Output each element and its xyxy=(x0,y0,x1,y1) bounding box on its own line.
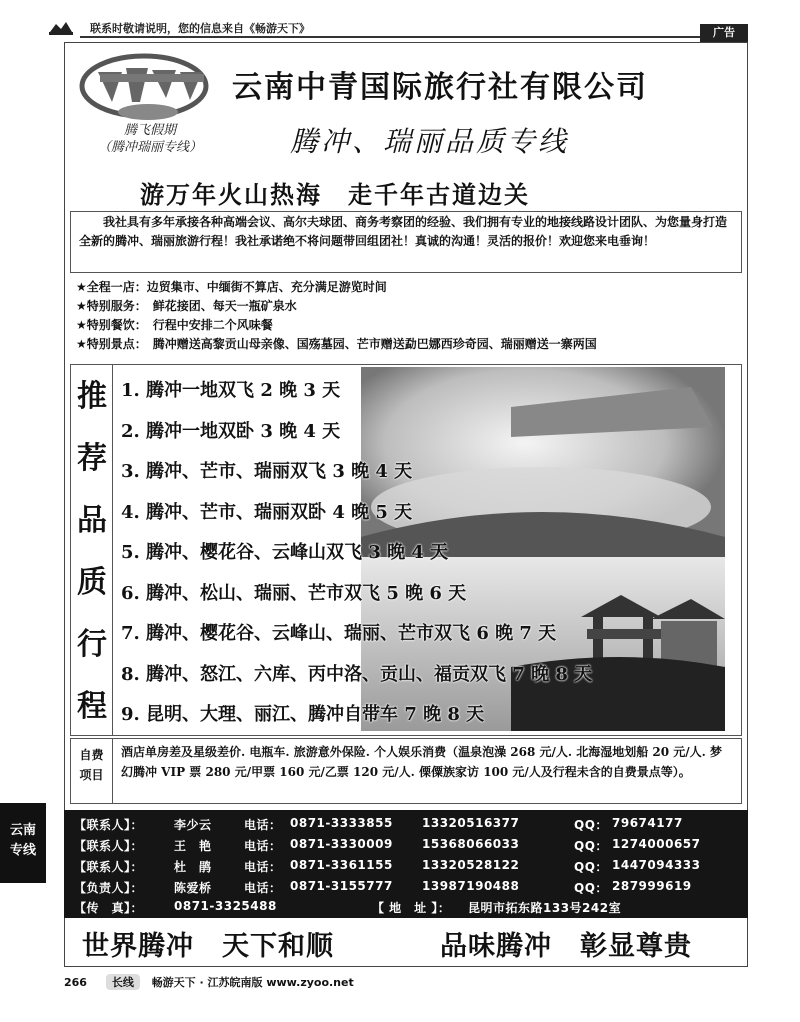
ad-badge: 广告 xyxy=(700,24,748,42)
route-item: 3. 腾冲、芒市、瑞丽双飞 3 晚 4 天 xyxy=(121,461,413,482)
magazine-logo-icon xyxy=(48,18,74,36)
route-item: 5. 腾冲、樱花谷、云峰山双飞 3 晚 4 天 xyxy=(121,542,449,563)
feature-item: ★特别服务： 鲜花接团、每天一瓶矿泉水 xyxy=(76,299,297,313)
footer-text: 畅游天下 · 江苏皖南版 www.zyoo.net xyxy=(151,976,354,989)
route-item: 7. 腾冲、樱花谷、云峰山、瑞丽、芒市双飞 6 晚 7 天 xyxy=(121,623,557,644)
reco-label-char: 程 xyxy=(77,689,107,724)
contact-name: 陈爱桥 xyxy=(174,881,212,895)
company-logo-icon xyxy=(78,50,218,125)
self-paid-section xyxy=(70,738,742,804)
feature-item: ★特别餐饮： 行程中安排二个风味餐 xyxy=(76,318,273,332)
header-divider xyxy=(80,36,700,38)
contact-role: 【负责人】： xyxy=(74,881,144,895)
fax-value: 0871-3325488 xyxy=(174,899,277,913)
contact-name: 王 艳 xyxy=(174,839,212,853)
contact-name: 李少云 xyxy=(174,818,212,832)
reco-label-char: 质 xyxy=(77,565,107,600)
contact-qq-label: QQ： xyxy=(574,860,608,874)
self-paid-label xyxy=(71,739,113,803)
reco-label-char: 推 xyxy=(77,379,107,414)
contact-role: 【联系人】： xyxy=(74,860,144,874)
contact-role: 【联系人】： xyxy=(74,839,144,853)
contact-qq-label: QQ： xyxy=(574,881,608,895)
contact-qq-label: QQ： xyxy=(574,839,608,853)
contact-mobile: 13320516377 xyxy=(422,816,520,830)
route-list xyxy=(121,371,741,736)
route-item: 9. 昆明、大理、丽江、腾冲自带车 7 晚 8 天 xyxy=(121,704,485,725)
bottom-slogan-left: 世界腾冲 天下和顺 xyxy=(82,931,334,962)
reco-label xyxy=(71,365,113,735)
sub-brand-name: 腾飞假期 xyxy=(123,123,176,138)
address-value: 昆明市拓东路133号242室 xyxy=(468,901,622,915)
address-label: 【 地 址 】： xyxy=(372,901,451,915)
contact-panel xyxy=(64,810,748,918)
source-note: 联系时敬请说明，您的信息来自《畅游天下》 xyxy=(90,22,310,35)
contact-qq: 79674177 xyxy=(612,816,683,830)
contact-mobile: 13987190488 xyxy=(422,879,520,893)
intro-text: 我社具有多年承接各种高端会议、高尔夫球团、商务考察团的经验、我们拥有专业的地接线路设计团队、为您量身打造全新的腾冲、瑞丽旅游行程！我社承诺绝不将问题带回组团社！真诚的沟通！灵活的报价！欢迎您来电垂询！ xyxy=(79,215,728,248)
reco-label-char: 行 xyxy=(77,627,107,662)
page-number: 266 xyxy=(64,975,87,989)
company-name: 云南中青国际旅行社有限公司 xyxy=(232,70,648,105)
contact-role: 【联系人】： xyxy=(74,818,144,832)
contact-mobile: 13320528122 xyxy=(422,858,520,872)
contact-tel-label: 电话： xyxy=(244,818,282,832)
header-strip xyxy=(0,0,800,40)
self-paid-label-line: 项目 xyxy=(79,768,104,782)
route-item: 6. 腾冲、松山、瑞丽、芒市双飞 5 晚 6 天 xyxy=(121,582,467,604)
self-paid-label-line: 自费 xyxy=(79,748,104,762)
self-paid-text: 酒店单房差及星级差价. 电瓶车. 旅游意外保险. 个人娱乐消费（温泉泡澡 268 元/人. 北海湿地划船 20 元/人. 梦幻腾冲 VIP 票 280 元/甲票 160 元/乙票 120 元/人. 傈僳族家访 100 元/人及行程未含的自费景点等）。 xyxy=(121,745,723,779)
feature-item: ★特别景点： 腾冲赠送高黎贡山母亲像、国殇墓园、芒市赠送勐巴娜西珍奇园、瑞丽赠送一寨两国 xyxy=(76,337,597,351)
route-item: 4. 腾冲、芒市、瑞丽双卧 4 晚 5 天 xyxy=(121,501,413,523)
intro-box xyxy=(70,211,742,273)
contact-tel-label: 电话： xyxy=(244,839,282,853)
page-footer xyxy=(64,974,394,994)
contact-tel: 0871-3155777 xyxy=(290,879,393,893)
contact-tel-label: 电话： xyxy=(244,881,282,895)
recommended-routes xyxy=(70,364,742,736)
contact-qq: 1447094333 xyxy=(612,858,701,872)
route-item: 8. 腾冲、怒江、六库、丙中洛、贡山、福贡双飞 7 晚 8 天 xyxy=(121,663,593,685)
contact-qq: 1274000657 xyxy=(612,837,701,851)
contact-tel: 0871-3330009 xyxy=(290,837,393,851)
feature-item: ★全程一店：边贸集市、中缅街不算店、充分满足游览时间 xyxy=(76,280,387,294)
route-item: 2. 腾冲一地双卧 3 晚 4 天 xyxy=(121,420,341,442)
slogan: 游万年火山热海 走千年古道边关 xyxy=(140,181,530,209)
contact-tel-label: 电话： xyxy=(244,860,282,874)
contact-mobile: 15368066033 xyxy=(422,837,520,851)
side-tab-line: 云南 xyxy=(9,823,36,838)
section-label: 长线 xyxy=(106,974,140,990)
line-title: 腾冲、瑞丽品质专线 xyxy=(290,125,570,158)
side-tab-line: 专线 xyxy=(9,843,36,858)
sub-brand-line: （腾冲瑞丽专线） xyxy=(97,140,202,155)
fax-label: 【传 真】： xyxy=(74,901,144,915)
feature-list xyxy=(76,278,736,354)
contact-name: 杜 鹃 xyxy=(174,860,212,874)
contact-qq-label: QQ： xyxy=(574,818,608,832)
route-item: 1. 腾冲一地双飞 2 晚 3 天 xyxy=(121,380,341,401)
reco-label-char: 荐 xyxy=(77,441,107,476)
bottom-slogan-right: 品味腾冲 彰显尊贵 xyxy=(440,931,692,962)
contact-qq: 287999619 xyxy=(612,879,692,893)
section-side-tab xyxy=(0,803,46,883)
sub-brand xyxy=(70,122,230,156)
contact-tel: 0871-3333855 xyxy=(290,816,393,830)
contact-tel: 0871-3361155 xyxy=(290,858,393,872)
reco-label-char: 品 xyxy=(77,503,107,538)
